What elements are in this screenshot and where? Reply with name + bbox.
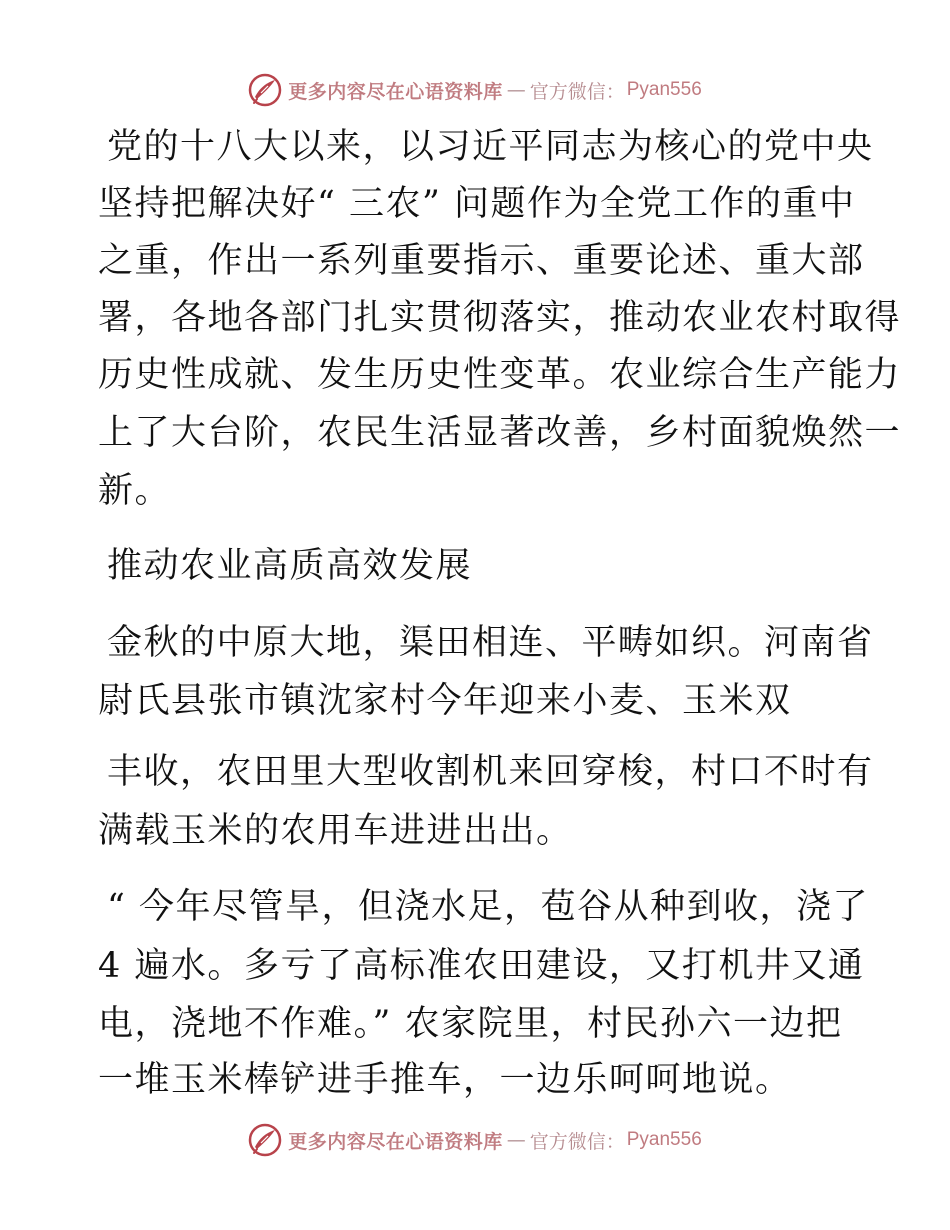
text-line: 金秋的中原大地，渠田相连、平畴如织。河南省	[107, 623, 874, 663]
text-line: 4 遍水。多亏了高标准农田建设，又打机井又通	[98, 946, 865, 986]
watermark-text: 更多内容尽在心语资料库	[288, 80, 503, 103]
watermark-separator: —	[506, 1129, 526, 1151]
wechat-label: 官方微信：	[529, 80, 625, 103]
text-line: 电，浇地不作难。” 农家院里，村民孙六一边把	[98, 1004, 843, 1044]
text-line: 党的十八大以来，以习近平同志为核心的党中央	[107, 127, 874, 167]
pen-logo-icon	[248, 1123, 282, 1157]
text-line: 署，各地各部门扎实贯彻落实，推动农业农村取得	[98, 298, 902, 338]
text-line: 一堆玉米棒铲进手推车，一边乐呵呵地说。	[98, 1060, 792, 1100]
header-watermark	[0, 70, 950, 110]
text-line: 满载玉米的农用车进进出出。	[98, 811, 573, 851]
watermark-separator: —	[506, 79, 526, 101]
text-line: 历史性成就、发生历史性变革。农业综合生产能力	[98, 355, 902, 395]
footer-watermark	[0, 1120, 950, 1160]
text-line: 之重，作出一系列重要指示、重要论述、重大部	[98, 241, 865, 281]
text-line: 丰收，农田里大型收割机来回穿梭，村口不时有	[107, 752, 874, 792]
text-line: 新。	[98, 471, 172, 511]
text-line: 坚持把解决好“ 三农” 问题作为全党工作的重中	[98, 184, 856, 224]
section-heading: 推动农业高质高效发展	[107, 546, 473, 586]
text-line: 尉氏县张市镇沈家村今年迎来小麦、玉米双	[98, 681, 792, 721]
wechat-id: Pyan556	[626, 1129, 702, 1150]
text-line: “ 今年尽管旱，但浇水足，苞谷从种到收，浇了	[107, 887, 870, 927]
watermark-text: 更多内容尽在心语资料库	[288, 1130, 503, 1153]
text-line: 上了大台阶，农民生活显著改善，乡村面貌焕然一	[98, 413, 902, 453]
wechat-label: 官方微信：	[529, 1130, 625, 1153]
pen-logo-icon	[248, 73, 282, 107]
wechat-id: Pyan556	[626, 79, 702, 100]
